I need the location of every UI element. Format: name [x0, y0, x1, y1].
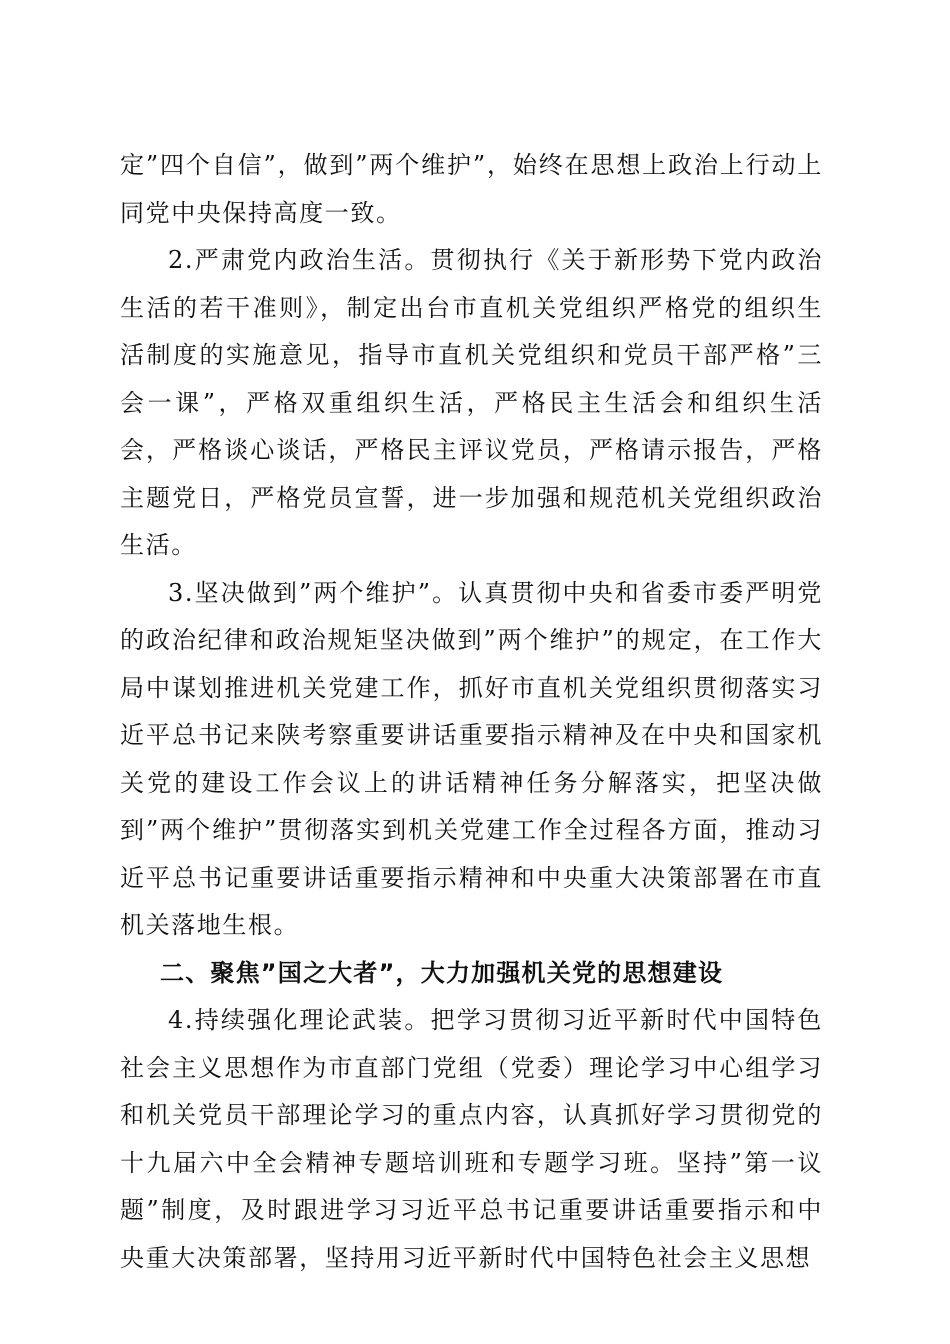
document-body — [120, 142, 823, 1282]
paragraph-continuation: 定”四个自信”，做到”两个维护”，始终在思想上政治上行动上同党中央保持高度一致。 — [120, 151, 823, 227]
section-heading-ideological-building: 二、聚焦”国之大者”，大力加强机关党的思想建设 — [160, 958, 724, 987]
paragraph-strict-political-life: 2.严肃党内政治生活。贯彻执行《关于新形势下党内政治生活的若干准则》，制定出台市直机关党组织严格党的组织生活制度的实施意见，指导市直机关党组织和党员干部严格”三会一课”，严格双重组织生活，严格民主生活会和组织生活会，严格谈心谈话，严格民主评议党员，严格请示报告，严格主题党日，严格党员宣誓，进一步加强和规范机关党组织政治生活。 — [120, 246, 823, 559]
paragraph-theoretical-arming: 4.持续强化理论武装。把学习贯彻习近平新时代中国特色社会主义思想作为市直部门党组（党委）理论学习中心组学习和机关党员干部理论学习的重点内容，认真抓好学习贯彻党的十九届六中全会精神专题培训班和专题学习班。坚持”第一议题”制度，及时跟进学习习近平总书记重要讲话重要指示和中央重大决策部署，坚持用习近平新时代中国特色社会主义思想 — [120, 1006, 823, 1272]
paragraph-two-safeguards: 3.坚决做到”两个维护”。认真贯彻中央和省委市委严明党的政治纪律和政治规矩坚决做到”两个维护”的规定，在工作大局中谋划推进机关党建工作，抓好市直机关党组织贯彻落实习近平总书记来陕考察重要讲话重要指示精神及在中央和国家机关党的建设工作会议上的讲话精神任务分解落实，把坚决做到”两个维护”贯彻落实到机关党建工作全过程各方面，推动习近平总书记重要讲话重要指示精神和中央重大决策部署在市直机关落地生根。 — [120, 578, 823, 939]
